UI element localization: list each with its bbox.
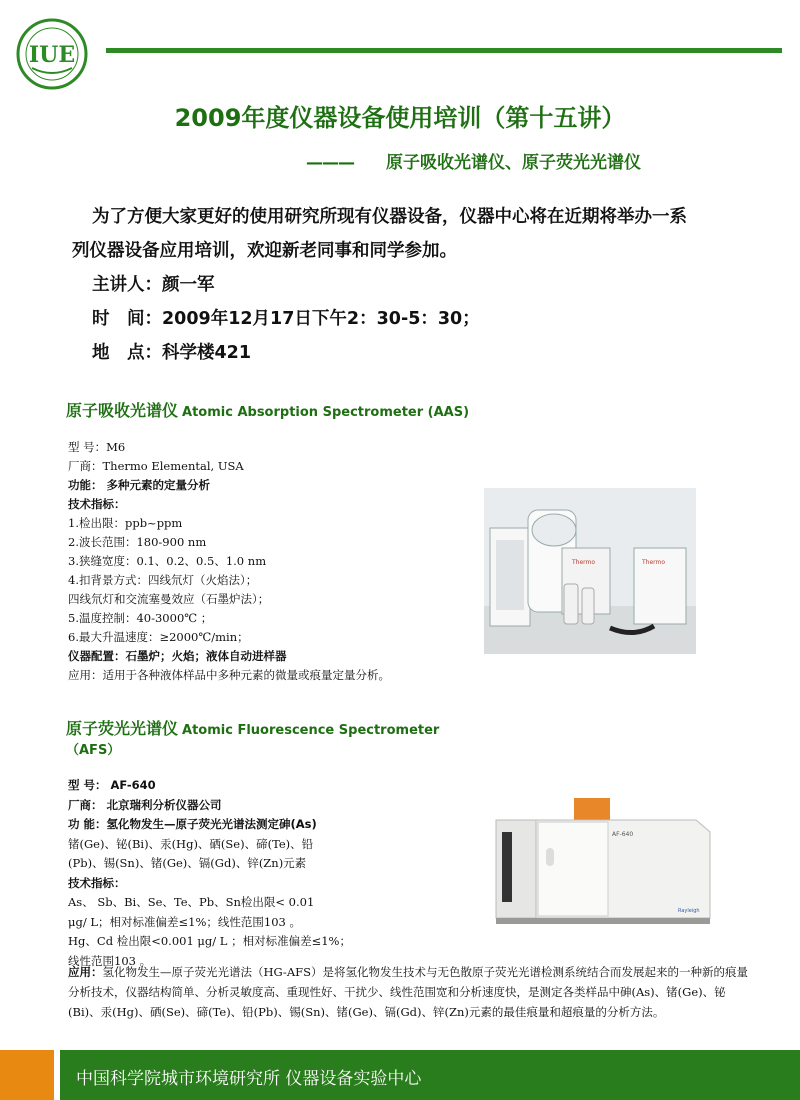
afs-specs [68,776,351,971]
aas-spec-line: 1.检出限：ppb~ppm [68,516,183,530]
aas-heading-en: Atomic Absorption Spectrometer (AAS) [182,405,470,420]
afs-spec-line: 技术指标： [68,875,126,890]
afs-spec-line: 型 号： AF-640 [68,778,156,792]
afs-heading-en-abbr: （AFS） [66,743,121,758]
page-title: 2009年度仪器设备使用培训（第十五讲） [174,104,626,132]
afs-spec-line: As、 Sb、Bi、Se、Te、Pb、Sn检出限< 0.01 [68,895,315,909]
afs-application-label: 应用： [68,965,103,979]
afs-application-text: 氢化物发生—原子荧光光谱法（HG-AFS）是将氢化物发生技术与无色散原子荧光光谱检测系统结合而发展起来的一种新的痕量分析技术，仪器结构简单、分析灵敏度高、重现性好、干扰少、线性范围宽和分析速度快，是测定各类样品中砷(As)、锗(Ge)、铋(Bi)、汞(Hg)、硒(Se)、碲(Te)、铅(Pb)、锡(Sn)、锗(Ge)、镉(Gd)、锌(Zn)元素的最佳痕量和超痕量的分析方法。 [68,965,748,1019]
aas-specs [68,438,390,685]
aas-spec-line: 2.波长范围：180-900 nm [68,535,207,549]
aas-spec-line: 4.扣背景方式：四线氘灯（火焰法）； [68,573,258,587]
aas-spec-line: 功能： 多种元素的定量分析 [68,478,211,492]
footer-text: 中国科学院城市环境研究所 仪器设备实验中心 [76,1069,422,1089]
speaker: 主讲人：颜一军 [92,275,215,295]
footer-bar [0,1050,800,1100]
afs-heading-en: Atomic Fluorescence Spectrometer [182,723,440,738]
afs-heading [66,716,439,758]
afs-spec-line: (Pb)、锡(Sn)、锗(Ge)、镉(Gd)、锌(Zn)元素 [68,856,307,870]
aas-spec-line: 5.温度控制：40-3000℃ ； [68,611,213,625]
aas-spec-line: 6.最大升温速度：≥2000℃/min； [68,630,249,644]
aas-spec-line: 型 号：M6 [68,440,126,454]
afs-instrument-photo [488,792,714,928]
institute-logo [16,18,88,90]
aas-spec-line: 四线氘灯和交流塞曼效应（石墨炉法）； [68,592,270,606]
svg-text:Rayleigh: Rayleigh [678,908,700,914]
svg-text:Thermo: Thermo [572,559,596,566]
subtitle-text: 原子吸收光谱仪、原子荧光光谱仪 [386,153,641,173]
afs-spec-line: 厂商： 北京瑞利分析仪器公司 [68,797,222,812]
afs-application [68,962,758,1022]
place: 地 点：科学楼421 [92,343,252,363]
svg-text:AF-640: AF-640 [612,831,634,838]
afs-spec-line: 功 能：氢化物发生—原子荧光光谱法测定砷(As) [68,817,317,831]
afs-heading-cn: 原子荧光光谱仪 [66,719,179,738]
afs-spec-line: μg/ L；相对标准偏差≤1%；线性范围103 。 [68,914,301,929]
footer-orange-block [0,1050,54,1100]
intro-block [72,200,752,370]
afs-spec-line: 线性范围103 。 [68,953,152,968]
aas-instrument-photo [484,488,696,654]
intro-line-2: 列仪器设备应用培训，欢迎新老同事和同学参加。 [72,241,457,261]
aas-spec-line: 3.狭缝宽度：0.1、0.2、0.5、1.0 nm [68,554,267,568]
subtitle-dash: ——— [306,153,354,173]
aas-spec-line: 厂商：Thermo Elemental, USA [68,459,244,473]
aas-spec-line: 技术指标： [68,497,126,511]
svg-text:Thermo: Thermo [642,559,666,566]
svg-text:IUE: IUE [28,42,76,68]
time: 时 间：2009年12月17日下午2：30-5：30； [92,309,480,329]
header-rule [106,48,782,53]
aas-spec-line: 应用：适用于各种液体样品中多种元素的微量或痕量定量分析。 [68,668,390,682]
afs-spec-line: 锗(Ge)、铋(Bi)、汞(Hg)、硒(Se)、碲(Te)、铅 [68,836,314,851]
aas-heading-cn: 原子吸收光谱仪 [66,401,179,420]
afs-spec-line: Hg、Cd 检出限<0.001 μg/ L ；相对标准偏差≤1%； [68,934,351,948]
aas-spec-line: 仪器配置：石墨炉；火焰；液体自动进样器 [68,649,287,663]
aas-heading [66,398,469,421]
intro-line-1: 为了方便大家更好的使用研究所现有仪器设备，仪器中心将在近期将举办一系 [92,207,687,227]
page-subtitle [306,148,641,173]
